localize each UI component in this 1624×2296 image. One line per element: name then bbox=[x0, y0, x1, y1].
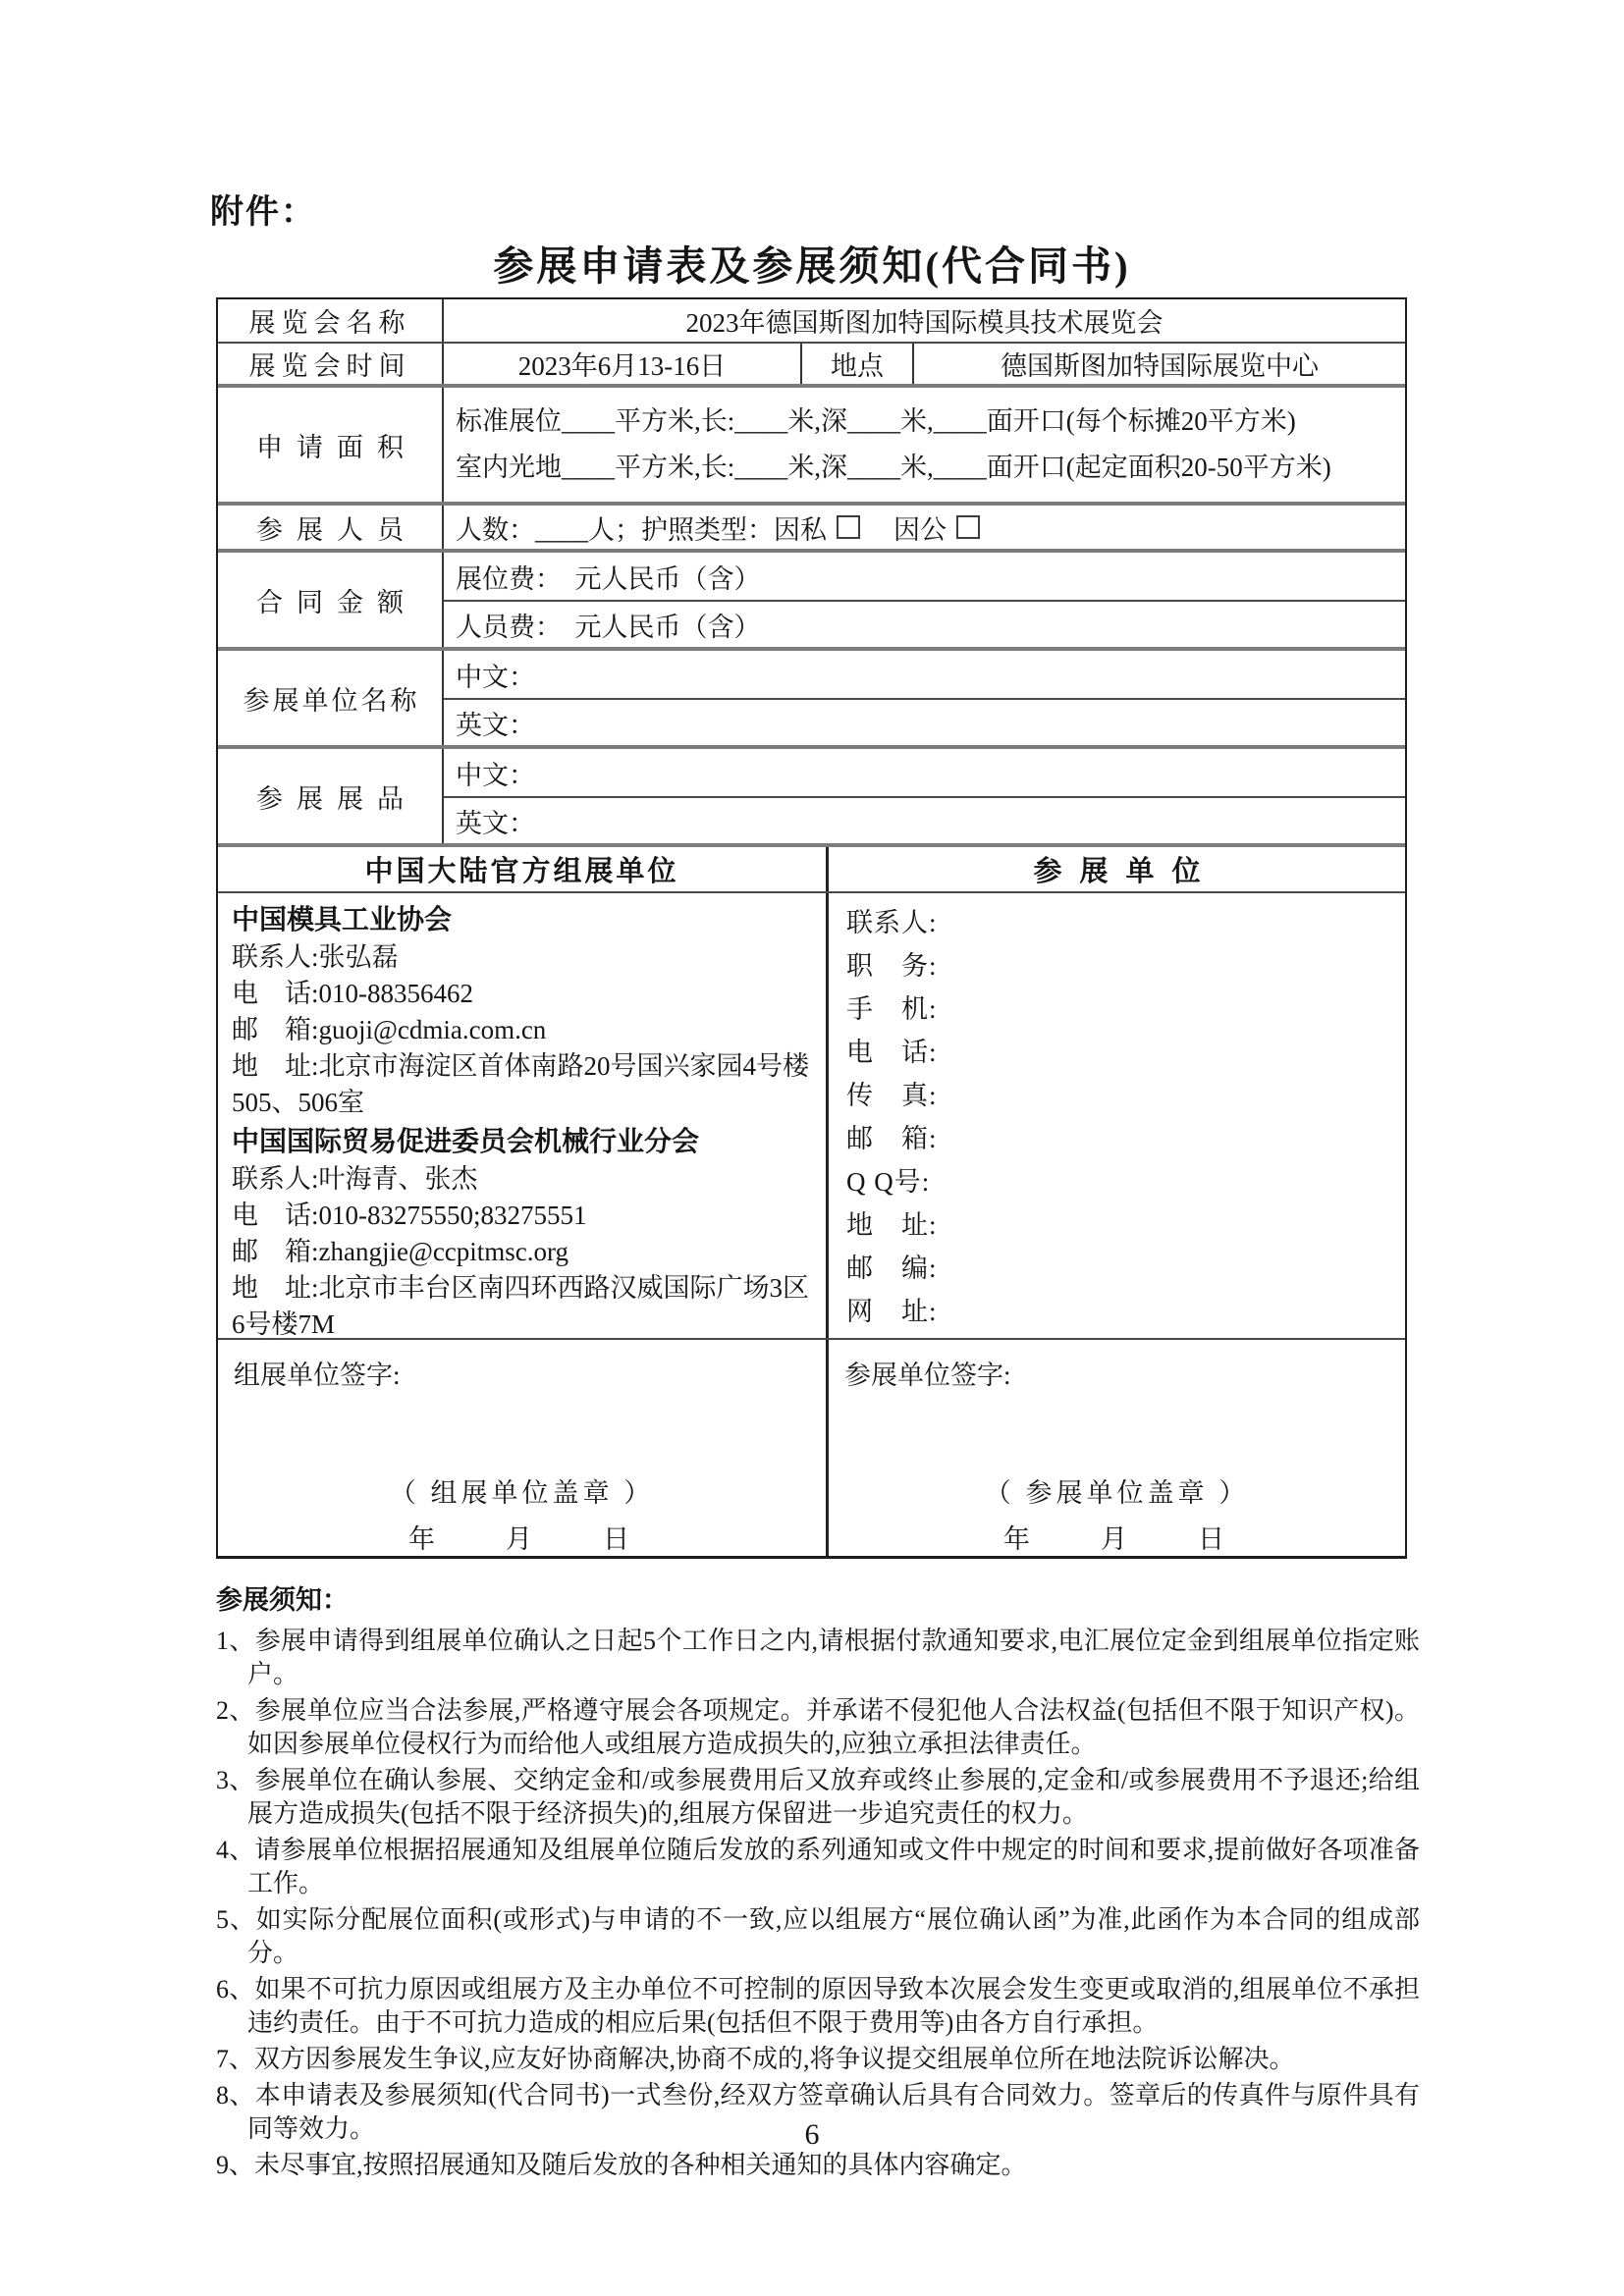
organizer-org2-name: 中国国际贸易促进委员会机械行业分会 bbox=[232, 1126, 700, 1156]
exhibitor-details bbox=[829, 893, 1405, 1338]
passport-business-label: 因公 bbox=[893, 514, 947, 545]
location-value: 德国斯图加特国际展览中心 bbox=[1001, 351, 1319, 381]
organizer-details bbox=[218, 893, 829, 1338]
page-title: 参展申请表及参展须知(代合同书) bbox=[493, 243, 1131, 289]
attachment-label: 附件： bbox=[210, 193, 316, 231]
exhibitors-label: 参展人员 bbox=[218, 506, 444, 549]
row-exhibitor-name bbox=[218, 651, 1405, 749]
personnel-fee-line: 人员费： 元人民币（含） bbox=[456, 612, 761, 642]
booth-fee-line: 展位费： 元人民币（含） bbox=[444, 553, 1405, 602]
notice-item-8: 8、本申请表及参展须知(代合同书)一式叁份,经双方签章确认后具有合同效力。签章后的传真件与原件具有同等效力。 bbox=[216, 2081, 1420, 2143]
notice-item-3: 3、参展单位在确认参展、交纳定金和/或参展费用后又放弃或终止参展的,定金和/或参展费用不予退还;给组展方造成损失(包括不限于经济损失)的,组展方保留进一步追究责任的权力。 bbox=[216, 1766, 1420, 1828]
exhibitor-name-chinese-line: 中文： bbox=[444, 651, 1405, 700]
exhibitor-name-label: 参展单位名称 bbox=[218, 651, 444, 745]
row-applied-area bbox=[218, 388, 1405, 506]
exhibitor-field-website: 网 址: bbox=[846, 1297, 938, 1326]
exhibition-time-label: 展览会时间 bbox=[218, 344, 444, 384]
notice-item-1: 1、参展申请得到组展单位确认之日起5个工作日之内,请根据付款通知要求,电汇展位定金到组展单位指定账户。 bbox=[216, 1627, 1420, 1688]
row-contract-amount bbox=[218, 553, 1405, 651]
exhibitor-field-email: 邮 箱: bbox=[846, 1124, 938, 1153]
raw-space-line: 室内光地____平方米,长:____米,深____米,____面开口(起定面积20-50平方米) bbox=[456, 453, 1331, 482]
exhibitor-field-fax: 传 真: bbox=[846, 1081, 938, 1110]
standard-booth-line: 标准展位____平方米,长:____米,深____米,____面开口(每个标摊20平方米) bbox=[456, 406, 1296, 436]
notice-item-4: 4、请参展单位根据招展通知及组展单位随后发放的系列通知或文件中规定的时间和要求,提前做好各项准备工作。 bbox=[216, 1836, 1420, 1897]
exhibitor-field-mobile: 手 机: bbox=[846, 994, 938, 1024]
exhibitor-header: 参展单位 bbox=[1033, 856, 1218, 887]
organizer-seal-label: （ 组展单位盖章 ） bbox=[389, 1478, 655, 1508]
row-exhibits bbox=[218, 749, 1405, 847]
exhibitor-date-label: 年 月 日 bbox=[1003, 1524, 1230, 1554]
checkbox-business-icon bbox=[956, 515, 980, 539]
organizer-org1-phone: 电 话:010-88356462 bbox=[232, 979, 473, 1008]
exhibitors-count-text: 人数：____人；护照类型： bbox=[456, 514, 774, 545]
exhibitor-seal-label: （ 参展单位盖章 ） bbox=[984, 1478, 1250, 1508]
row-party-headers bbox=[218, 847, 1405, 893]
exhibitor-sign-label: 参展单位签字: bbox=[844, 1361, 1011, 1390]
notice-item-5: 5、如实际分配展位面积(或形式)与申请的不一致,应以组展方“展位确认函”为准,此函作为本合同的组成部分。 bbox=[216, 1905, 1420, 1967]
organizer-org1-name: 中国模具工业协会 bbox=[232, 904, 453, 934]
organizer-org2-address: 地 址:北京市丰台区南四环西路汉威国际广场3区6号楼7M bbox=[232, 1273, 810, 1338]
notice-item-6: 6、如果不可抗力原因或组展方及主办单位不可控制的原因导致本次展会发生变更或取消的,组展单位不承担违约责任。由于不可抗力造成的相应后果(包括但不限于费用等)由各方自行承担。 bbox=[216, 1975, 1420, 2037]
exhibition-name-label: 展览会名称 bbox=[218, 299, 444, 342]
organizer-org1-address: 地 址:北京市海淀区首体南路20号国兴家园4号楼505、506室 bbox=[232, 1051, 810, 1117]
exhibitor-field-contact: 联系人: bbox=[846, 908, 938, 937]
exhibitor-field-position: 职 务: bbox=[846, 951, 938, 981]
exhibition-time-value: 2023年6月13-16日 bbox=[444, 344, 802, 384]
application-form-table bbox=[216, 297, 1407, 1559]
row-party-details bbox=[218, 893, 1405, 1340]
organizer-org2-contact: 联系人:叶海青、张杰 bbox=[232, 1164, 478, 1194]
exhibitor-field-zipcode: 邮 编: bbox=[846, 1254, 938, 1283]
location-label: 地点 bbox=[802, 344, 914, 384]
applied-area-label: 申请面积 bbox=[218, 388, 444, 502]
exhibits-english-line: 英文： bbox=[456, 808, 535, 838]
organizer-date-label: 年 月 日 bbox=[408, 1524, 635, 1554]
notice-item-9: 9、未尽事宜,按照招展通知及随后发放的各种相关通知的具体内容确定。 bbox=[216, 2151, 1027, 2179]
exhibits-values bbox=[444, 749, 1405, 843]
organizer-org2-email: 邮 箱:zhangjie@ccpitmsc.org bbox=[232, 1237, 569, 1266]
exhibition-notice bbox=[216, 1578, 1420, 2185]
organizer-org2-phone: 电 话:010-83275550;83275551 bbox=[232, 1201, 587, 1230]
exhibitor-field-qq: Q Q号: bbox=[846, 1167, 931, 1197]
row-exhibitors bbox=[218, 506, 1405, 553]
exhibits-chinese-line: 中文： bbox=[444, 749, 1405, 798]
exhibitor-signature-cell bbox=[829, 1340, 1405, 1556]
notice-item-7: 7、双方因参展发生争议,应友好协商解决,协商不成的,将争议提交组展单位所在地法院诉讼解决。 bbox=[216, 2045, 1295, 2073]
row-signatures bbox=[218, 1340, 1405, 1556]
organizer-sign-label: 组展单位签字: bbox=[234, 1361, 401, 1390]
row-exhibition-time bbox=[218, 344, 1405, 388]
row-exhibition-name bbox=[218, 299, 1405, 344]
exhibits-label: 参展展品 bbox=[218, 749, 444, 843]
organizer-signature-cell bbox=[218, 1340, 829, 1556]
notice-item-2: 2、参展单位应当合法参展,严格遵守展会各项规定。并承诺不侵犯他人合法权益(包括但不限于知识产权)。如因参展单位侵权行为而给他人或组展方造成损失的,应独立承担法律责任。 bbox=[216, 1696, 1420, 1758]
exhibitors-value bbox=[444, 506, 1405, 549]
exhibitor-name-values bbox=[444, 651, 1405, 745]
exhibitor-field-address: 地 址: bbox=[846, 1210, 938, 1240]
exhibition-name-value: 2023年德国斯图加特国际模具技术展览会 bbox=[685, 308, 1164, 338]
checkbox-private-icon bbox=[837, 515, 860, 539]
organizer-org1-contact: 联系人:张弘磊 bbox=[232, 942, 399, 972]
organizer-header: 中国大陆官方组展单位 bbox=[218, 847, 829, 891]
exhibitor-name-english-line: 英文： bbox=[456, 710, 535, 740]
notice-heading: 参展须知： bbox=[216, 1585, 349, 1615]
page-number: 6 bbox=[804, 2118, 820, 2151]
contract-amount-values bbox=[444, 553, 1405, 647]
applied-area-value bbox=[444, 388, 1405, 502]
contract-amount-label: 合同金额 bbox=[218, 553, 444, 647]
passport-private-label: 因私 bbox=[774, 514, 827, 545]
exhibitor-field-phone: 电 话: bbox=[846, 1038, 938, 1067]
organizer-org1-email: 邮 箱:guoji@cdmia.com.cn bbox=[232, 1015, 547, 1044]
